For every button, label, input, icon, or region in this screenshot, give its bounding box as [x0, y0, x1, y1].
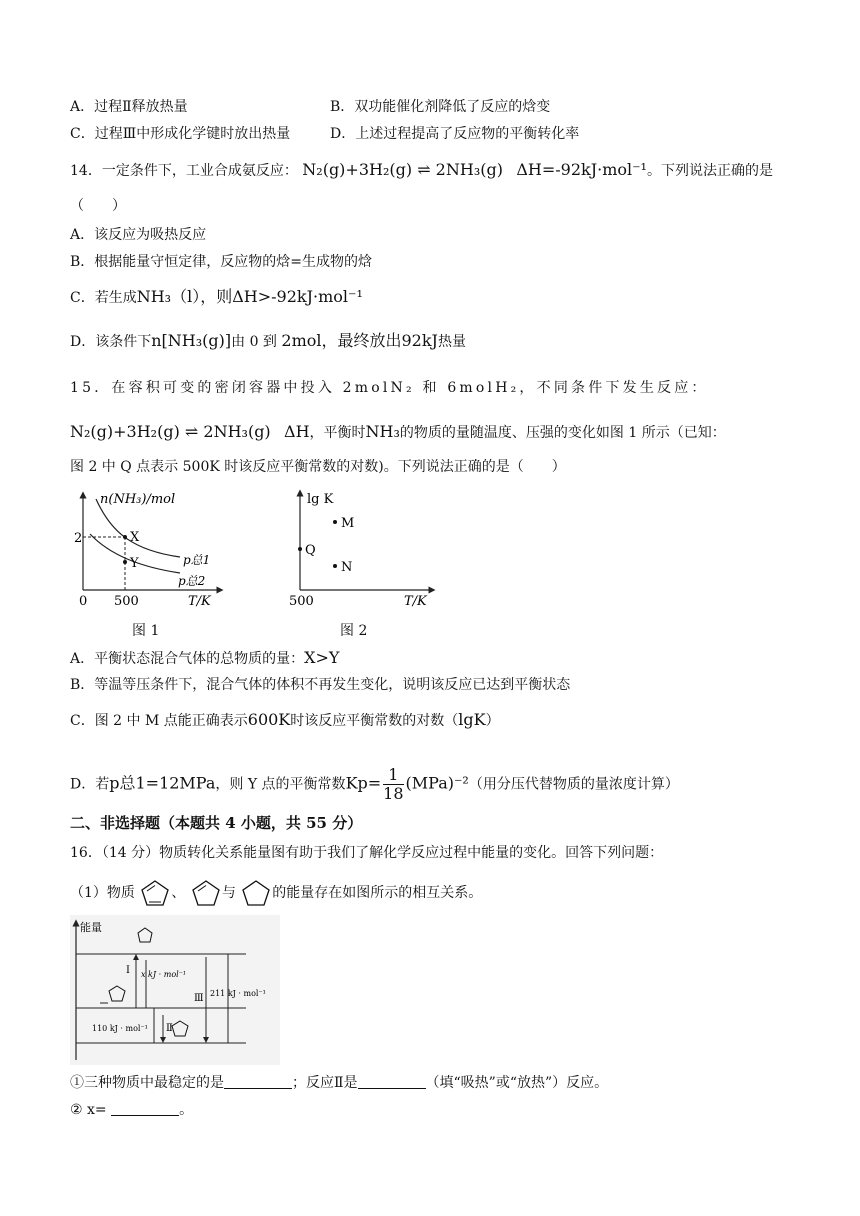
q16-q1-text-b: ；反应Ⅱ是	[292, 1075, 358, 1091]
q15-option-a-text: A．平衡状态混合气体的总物质的量：	[70, 651, 305, 667]
q14-option-d-from: 由 0 到	[231, 334, 277, 350]
q14-option-d	[70, 331, 466, 352]
q15-option-c-text: C．图 2 中 M 点能正确表示	[70, 713, 248, 729]
q14-option-c-formula: NH₃（l），则	[136, 287, 233, 306]
section-2-title: 二、非选择题（本题共 4 小题，共 55 分）	[70, 814, 363, 832]
q14-option-c-enthalpy: ΔH>-92kJ·mol⁻¹	[232, 287, 363, 306]
label-i: Ⅰ	[126, 965, 130, 976]
fig2-label-n: N	[341, 560, 353, 575]
fig1-xlabel: T/K	[188, 594, 211, 609]
fig2-point-n	[333, 564, 337, 568]
q16-part1-text: （1）物质	[70, 885, 135, 901]
q16-part1-sep: 、	[171, 885, 186, 901]
fig1-point-x	[123, 535, 127, 539]
fig1-caption: 图 1	[132, 623, 160, 639]
q15-stem-line3: 图 2 中 Q 点表示 500K 时该反应平衡常数的对数)。下列说法正确的是（ ）	[70, 459, 566, 475]
q15-option-d	[70, 766, 679, 803]
q15-option-c-end: ）	[485, 713, 500, 729]
fig2-label-q: Q	[305, 543, 316, 558]
q14-option-d-amount: n[NH₃(g)]	[151, 331, 232, 350]
fig2-point-m	[333, 520, 337, 524]
fig1-ylabel: n(NH₃)/mol	[100, 492, 176, 507]
fraction-numerator: 1	[383, 766, 403, 785]
energy-diagram	[70, 915, 280, 1065]
q15-equation: N₂(g)+3H₂(g) ⇌ 2NH₃(g)	[70, 422, 271, 441]
q14-option-d-tail: 热量	[437, 334, 466, 350]
cyclopentadiene-icon	[139, 878, 171, 908]
q15-option-d-mid: ，则 Y 点的平衡常数	[215, 776, 346, 793]
q14-option-c-text: C．若生成	[70, 290, 137, 306]
q15-stem-line1: 15．在容积可变的密闭容器中投入 2molN₂ 和 6molH₂，不同条件下发生反应：	[70, 380, 709, 396]
cyclopentene-icon	[190, 878, 222, 908]
fig2-caption: 图 2	[340, 623, 368, 639]
q15-stem-line2	[70, 422, 726, 443]
fig1-origin: 0	[79, 594, 88, 609]
q16-part1-and: 与	[221, 885, 236, 901]
q13-option-a: A．过程Ⅱ释放热量	[70, 99, 188, 115]
q15-option-d-fraction	[383, 766, 403, 803]
q16-part1	[70, 878, 482, 908]
q15-option-b: B．等温等压条件下，混合气体的体积不再发生变化，说明该反应已达到平衡状态	[70, 677, 571, 693]
q14-option-d-mol: 2mol，最终放出	[281, 331, 402, 350]
fig1-label-p2: p总2	[178, 574, 206, 588]
fig1-point-y	[123, 560, 127, 564]
q15-option-c-temp: 600K	[247, 710, 291, 729]
q14-option-d-heat: 92kJ	[401, 331, 438, 350]
q15-option-d-note: （用分压代替物质的量浓度计算）	[468, 776, 679, 793]
fig2-point-q	[298, 547, 302, 551]
q14-option-c	[70, 287, 363, 308]
q15-option-d-text: D．若	[70, 776, 110, 793]
fig2-xlabel: T/K	[404, 594, 427, 609]
label-211: 211 kJ · mol⁻¹	[210, 989, 266, 998]
q16-stem: 16．（14 分）物质转化关系能量图有助于我们了解化学反应过程中能量的变化。回答下列问题：	[70, 845, 664, 861]
q14-paren: （ ）	[70, 198, 126, 214]
fraction-denominator: 18	[383, 784, 404, 803]
q14-option-b: B．根据能量守恒定律，反应物的焓=生成物的焓	[70, 254, 373, 270]
q16-question-1	[70, 1073, 608, 1093]
fig1-label-y: Y	[130, 556, 139, 571]
label-iii: Ⅲ	[194, 993, 204, 1004]
q15-stem-text-a: ，平衡时	[309, 425, 366, 441]
q15-option-a	[70, 648, 339, 669]
diagram-ylabel: 能量	[80, 921, 102, 934]
fig1-ytick: 2	[74, 531, 83, 546]
answer-blank-1[interactable]	[224, 1074, 292, 1089]
q14-equation: N₂(g)+3H₂(g) ⇌ 2NH₃(g)	[302, 160, 503, 179]
q16-q1-text-c: （填“吸热”或“放热”）反应。	[425, 1075, 609, 1091]
answer-blank-2[interactable]	[358, 1074, 426, 1089]
q15-ammonia: NH₃	[365, 422, 400, 441]
fig1-label-p1: p总1	[183, 553, 211, 567]
q15-option-c	[70, 710, 500, 731]
fig2-xtick: 500	[289, 594, 314, 609]
q15-option-c-mid: 时该反应平衡常数的对数（	[290, 713, 459, 729]
q15-figure-2	[287, 485, 437, 613]
label-ii: Ⅱ	[166, 1023, 173, 1034]
label-110: 110 kJ · mol⁻¹	[92, 1024, 148, 1033]
q14-stem-tail: 。下列说法正确的是	[646, 163, 773, 179]
fig1-label-x: X	[130, 530, 140, 545]
q16-part1-tail: 的能量存在如图所示的相互关系。	[272, 885, 483, 901]
q15-option-d-pressure: p总1=12MPa	[109, 773, 216, 793]
q16-question-2	[70, 1100, 193, 1120]
q15-option-d-unit: (MPa)⁻²	[405, 773, 469, 793]
fig1-curve-p1	[96, 499, 180, 557]
q15-option-a-value: X>Y	[304, 648, 340, 667]
q14-enthalpy: ΔH=-92kJ·mol⁻¹	[516, 160, 647, 179]
fig2-label-m: M	[341, 516, 355, 531]
q14-stem	[70, 160, 773, 181]
q16-q2-text: ② x=	[70, 1102, 107, 1118]
fig2-ylabel: lg K	[307, 492, 334, 507]
q13-option-b: B．双功能催化剂降低了反应的焓变	[330, 99, 551, 115]
q16-q2-tail: 。	[179, 1102, 194, 1118]
q16-q1-text-a: ①三种物质中最稳定的是	[70, 1075, 224, 1091]
q15-option-d-kp: Kp=	[345, 773, 382, 793]
q13-option-c: C．过程Ⅲ中形成化学键时放出热量	[70, 126, 291, 142]
q15-option-c-lgk: lgK	[458, 710, 486, 729]
q13-option-d: D．上述过程提高了反应物的平衡转化率	[330, 126, 580, 142]
cyclopentane-icon	[240, 878, 272, 908]
fig1-xtick: 500	[114, 594, 139, 609]
answer-blank-3[interactable]	[111, 1101, 179, 1116]
q15-stem-text-b: 的物质的量随温度、压强的变化如图 1 所示（已知：	[399, 425, 726, 441]
q15-enthalpy: ΔH	[284, 422, 310, 441]
label-x: x kJ · mol⁻¹	[141, 970, 187, 979]
q15-figure-1	[70, 485, 230, 613]
q14-option-d-text: D．该条件下	[70, 334, 152, 350]
q14-stem-text: 14．一定条件下，工业合成氨反应：	[70, 163, 298, 179]
q14-option-a: A．该反应为吸热反应	[70, 227, 207, 243]
